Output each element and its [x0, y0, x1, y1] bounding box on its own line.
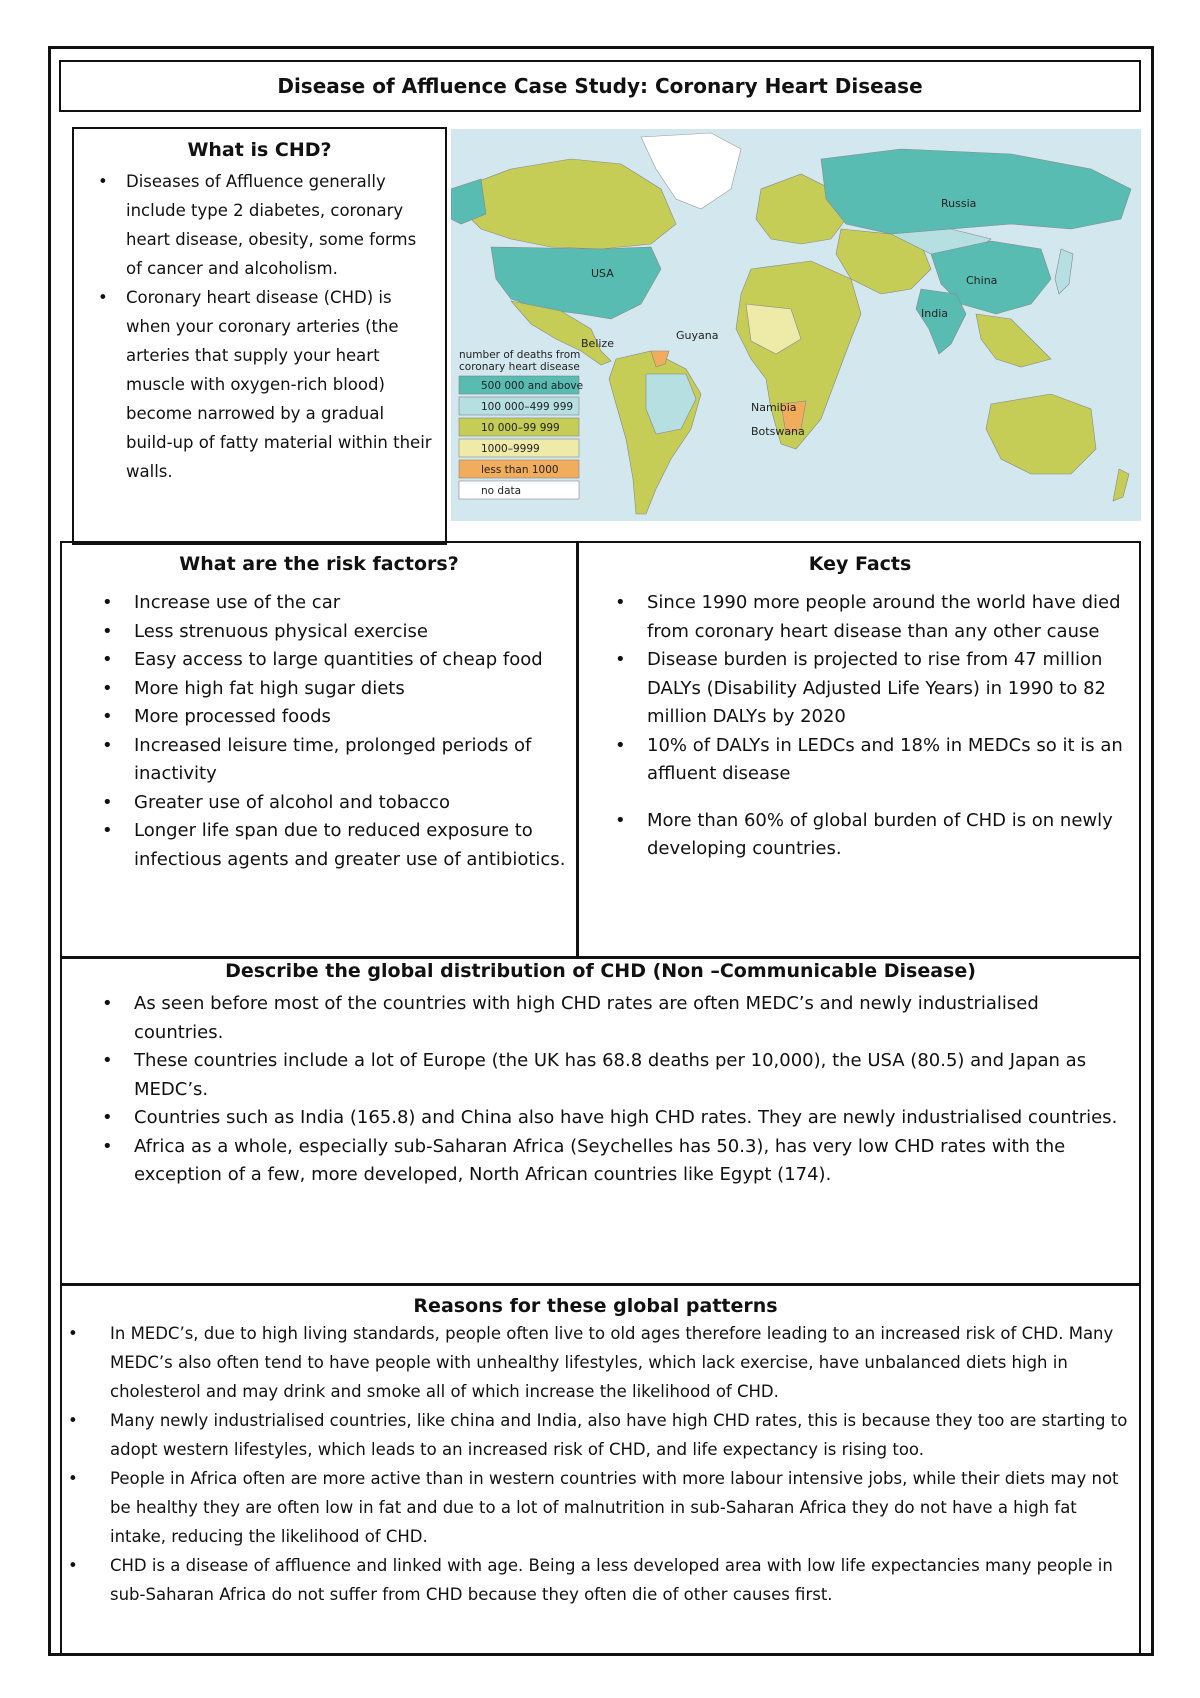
reasons-list: [62, 1319, 1129, 1609]
list-item: • 10% of DALYs in LEDCs and 18% in MEDCs so it is an affluent disease: [589, 732, 1131, 789]
legend-label: 10 000–99 999: [481, 422, 560, 434]
what-is-chd-heading: What is CHD?: [187, 139, 332, 161]
map-label-belize: Belize: [581, 337, 614, 350]
list-item: • More than 60% of global burden of CHD is on newly developing countries.: [589, 807, 1131, 864]
risk-factors-list: [72, 589, 566, 874]
map-label-botswana: Botswana: [751, 425, 805, 438]
global-distribution-heading: Describe the global distribution of CHD (Non –Communicable Disease): [225, 960, 976, 982]
list-item: • In MEDC’s, due to high living standards, people often live to old ages therefore leading to an increased risk of CHD. Many MEDC’s also often tend to have people with unhealthy lifestyles, which lack exercise, have unbalanced diets high in cholesterol and may drink and smoke all of which increase the likelihood of CHD.: [62, 1319, 1129, 1406]
list-item: • CHD is a disease of affluence and linked with age. Being a less developed area with low life expectancies many people in sub-Saharan Africa do not suffer from CHD because they often die of other causes first.: [62, 1551, 1129, 1609]
chd-world-map: [451, 129, 1141, 521]
legend-title-line-1: number of deaths from: [459, 349, 581, 361]
map-label-india: India: [921, 307, 948, 320]
map-label-usa: USA: [591, 267, 614, 280]
list-item: • More processed foods: [72, 703, 566, 732]
map-label-china: China: [966, 274, 998, 287]
map-label-russia: Russia: [941, 197, 977, 210]
list-item: • Easy access to large quantities of cheap food: [72, 646, 566, 675]
list-item: • Diseases of Affluence generally include type 2 diabetes, coronary heart disease, obesity, some forms of cancer and alcoholism.: [84, 167, 435, 283]
map-label-guyana: Guyana: [676, 329, 719, 342]
what-is-chd-box: [72, 127, 447, 545]
page-title: Disease of Affluence Case Study: Coronary Heart Disease: [59, 60, 1141, 112]
legend-label: no data: [481, 485, 522, 497]
list-item: • Disease burden is projected to rise from 47 million DALYs (Disability Adjusted Life Years) in 1990 to 82 million DALYs by 2020: [589, 646, 1131, 732]
key-facts-box: [577, 541, 1141, 959]
list-item: • As seen before most of the countries with high CHD rates are often MEDC’s and newly industrialised countries.: [72, 990, 1129, 1047]
list-item: • People in Africa often are more active than in western countries with more labour intensive jobs, while their diets may not be healthy they are often low in fat and due to a lot of malnutrition in sub-Saharan Africa they do not have a high fat intake, reducing the likelihood of CHD.: [62, 1464, 1129, 1551]
list-item: • Many newly industrialised countries, like china and India, also have high CHD rates, this is because they too are starting to adopt western lifestyles, which leads to an increased risk of CHD, and life expectancy is rising too.: [62, 1406, 1129, 1464]
map-label-namibia: Namibia: [751, 401, 797, 414]
map-legend: [459, 349, 583, 499]
legend-label: less than 1000: [481, 464, 559, 476]
key-facts-heading: Key Facts: [808, 553, 912, 575]
legend-label: 1000–9999: [481, 443, 540, 455]
legend-label: 500 000 and above: [481, 380, 584, 392]
key-facts-list: [589, 589, 1131, 864]
world-map-svg: [451, 129, 1141, 521]
list-item: • Africa as a whole, especially sub-Saharan Africa (Seychelles has 50.3), has very low CHD rates with the exception of a few, more developed, North African countries like Egypt (174).: [72, 1133, 1129, 1190]
global-distribution-list: [72, 990, 1129, 1190]
list-item: • Countries such as India (165.8) and China also have high CHD rates. They are newly industrialised countries.: [72, 1104, 1129, 1133]
list-item: • Longer life span due to reduced exposure to infectious agents and greater use of antibiotics.: [72, 817, 566, 874]
list-item: • Less strenuous physical exercise: [72, 618, 566, 647]
reasons-heading: Reasons for these global patterns: [413, 1295, 778, 1317]
risk-factors-heading: What are the risk factors?: [179, 553, 459, 575]
reasons-box: [60, 1283, 1141, 1656]
legend-title-line-2: coronary heart disease: [459, 361, 580, 373]
list-item: • These countries include a lot of Europe (the UK has 68.8 deaths per 10,000), the USA (80.5) and Japan as MEDC’s.: [72, 1047, 1129, 1104]
list-item: • Since 1990 more people around the world have died from coronary heart disease than any other cause: [589, 589, 1131, 646]
legend-label: 100 000–499 999: [481, 401, 574, 413]
risk-factors-box: [60, 541, 578, 959]
list-item: • Increase use of the car: [72, 589, 566, 618]
list-item: • More high fat high sugar diets: [72, 675, 566, 704]
list-item: • Increased leisure time, prolonged periods of inactivity: [72, 732, 566, 789]
list-item: • Greater use of alcohol and tobacco: [72, 789, 566, 818]
list-item: • Coronary heart disease (CHD) is when your coronary arteries (the arteries that supply your heart muscle with oxygen-rich blood) become narrowed by a gradual build-up of fatty material within their walls.: [84, 283, 435, 486]
what-is-chd-list: [84, 167, 435, 486]
global-distribution-box: [60, 956, 1141, 1286]
